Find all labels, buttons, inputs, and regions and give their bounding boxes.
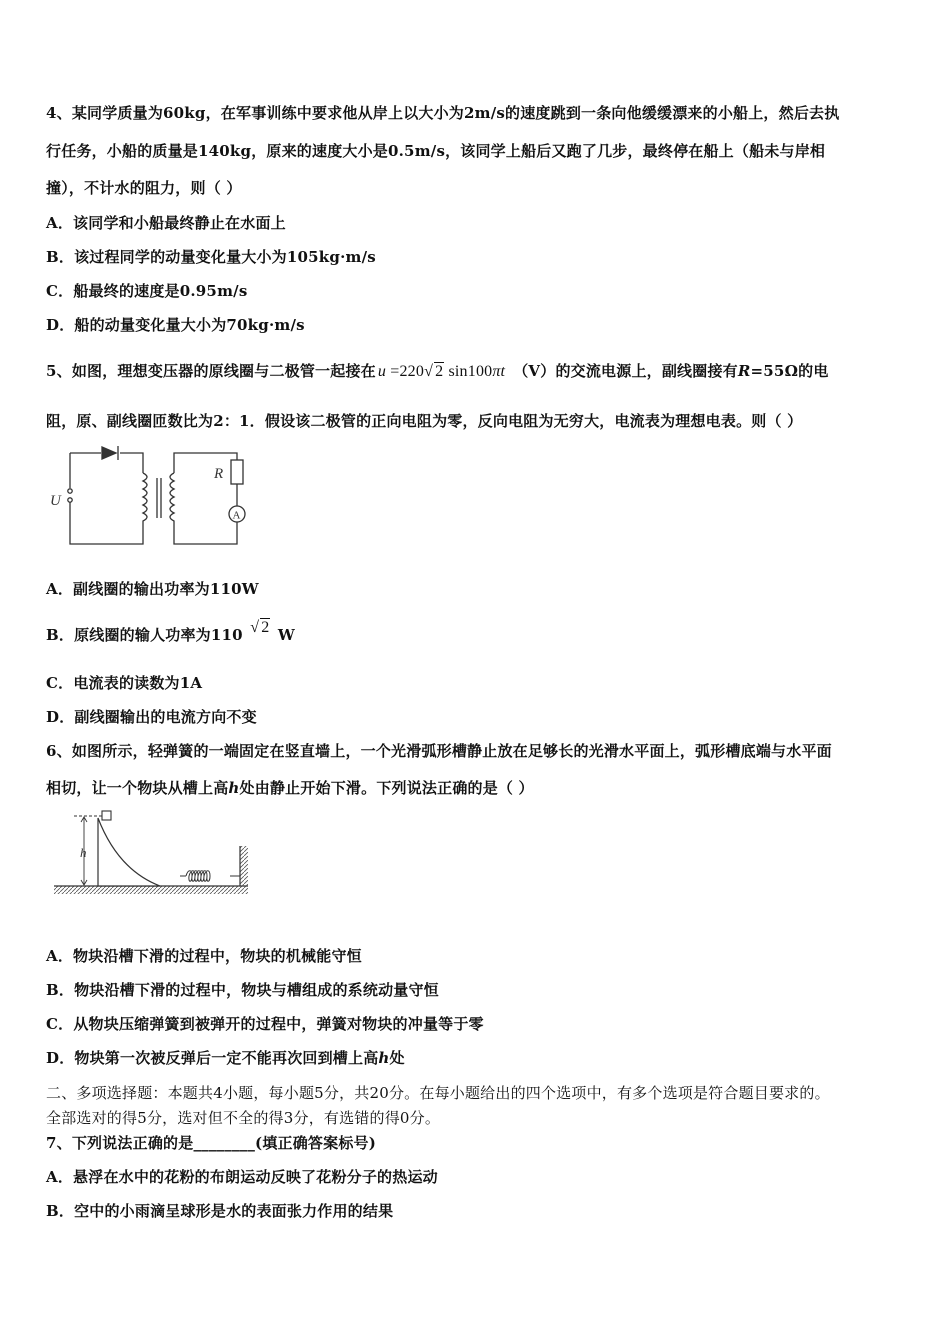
source-label-u: U bbox=[50, 493, 61, 509]
formula-eq: =220 bbox=[390, 363, 425, 380]
formula-sqrt-2: 2 bbox=[435, 363, 444, 380]
ammeter-label-a: A bbox=[232, 509, 241, 522]
q4-stem-line-1: 4、某同学质量为60kg，在军事训练中要求他从岸上以大小为2m/s的速度跳到一条向他缓缓漂来的小船上，然后去执 bbox=[46, 104, 840, 122]
q6-stem-text-pre: 相切，让一个物块从槽上高 bbox=[46, 779, 229, 797]
formula-u: u bbox=[377, 363, 387, 380]
q5-stem-line-1 bbox=[46, 360, 829, 381]
q7-stem: 7、下列说法正确的是________(填正确答案标号) bbox=[46, 1134, 377, 1152]
q4-option-d: D．船的动量变化量大小为70kg·m/s bbox=[46, 316, 305, 334]
q6-option-d-height: h bbox=[378, 1049, 390, 1067]
height-label-h: h bbox=[80, 845, 87, 860]
q6-option-d bbox=[46, 1047, 405, 1068]
q6-stem-line-2 bbox=[46, 777, 534, 798]
q6-option-d-text-post: 处 bbox=[389, 1049, 405, 1067]
q5-stem-line-2: 阻，原、副线圈匝数比为2：1．假设该二极管的正向电阻为零，反向电阻为无穷大，电流表为理想电表。则（ ） bbox=[46, 412, 803, 430]
q5-stem-text-pre: 5、如图，理想变压器的原线圈与二极管一起接在 bbox=[46, 362, 376, 380]
q6-option-a: A．物块沿槽下滑的过程中，物块的机械能守恒 bbox=[46, 947, 362, 965]
q6-option-c: C．从物块压缩弹簧到被弹开的过程中，弹簧对物块的冲量等于零 bbox=[46, 1015, 484, 1033]
q5-stem-text-end: =55Ω的电 bbox=[750, 362, 829, 380]
formula-sin: sin100 bbox=[448, 363, 493, 380]
q4-option-a: A．该同学和小船最终静止在水面上 bbox=[46, 214, 286, 232]
q6-height-symbol: h bbox=[228, 779, 240, 797]
q6-stem-line-1: 6、如图所示，轻弹簧的一端固定在竖直墙上，一个光滑弧形槽静止放在足够长的光滑水平面上，弧形槽底端与水平面 bbox=[46, 742, 832, 760]
q4-option-b: B．该过程同学的动量变化量大小为105kg·m/s bbox=[46, 248, 376, 266]
q5-option-a: A．副线圈的输出功率为110W bbox=[46, 580, 259, 598]
section2-heading-line-2: 全部选对的得5分，选对但不全的得3分，有选错的得0分。 bbox=[46, 1109, 441, 1127]
sqrt-2-value: 2 bbox=[261, 619, 270, 636]
q5-option-c: C．电流表的读数为1A bbox=[46, 674, 203, 692]
q4-stem-line-3: 撞），不计水的阻力，则（ ） bbox=[46, 179, 242, 197]
q4-option-c: C．船最终的速度是0.95m/s bbox=[46, 282, 248, 300]
spring-coil bbox=[186, 871, 210, 882]
q5-option-d: D．副线圈输出的电流方向不变 bbox=[46, 708, 257, 726]
q5-voltage-formula: u =220√ 2 sin100πt bbox=[377, 363, 506, 380]
resistor-label-r: R bbox=[214, 466, 224, 482]
q4-stem-line-2: 行任务，小船的质量是140kg，原来的速度大小是0.5m/s，该同学上船后又跑了几步，最终停在船上（船未与岸相 bbox=[46, 142, 826, 160]
q5-option-b bbox=[46, 619, 295, 645]
q6-option-d-text-pre: D．物块第一次被反弹后一定不能再次回到槽上高 bbox=[46, 1049, 379, 1067]
transformer-circuit-diagram bbox=[46, 438, 256, 553]
q5-stem-text-post: （V）的交流电源上，副线圈接有 bbox=[513, 362, 738, 380]
q7-option-b: B．空中的小雨滴呈球形是水的表面张力作用的结果 bbox=[46, 1202, 394, 1220]
q7-option-a: A．悬浮在水中的花粉的布朗运动反映了花粉分子的热运动 bbox=[46, 1168, 438, 1186]
q6-stem-text-post: 处由静止开始下滑。下列说法正确的是（ ） bbox=[239, 779, 534, 797]
q5-option-b-sqrt: √ 2 bbox=[250, 619, 270, 636]
section2-heading-line-1: 二、多项选择题：本题共4小题，每小题5分，共20分。在每小题给出的四个选项中，有多个选项是符合题目要求的。 bbox=[46, 1084, 830, 1102]
slope-spring-diagram bbox=[52, 808, 257, 900]
formula-pi-t: πt bbox=[492, 363, 506, 380]
q5-option-b-text: B．原线圈的输人功率为110 bbox=[46, 626, 249, 644]
q5-resistor-symbol: R bbox=[737, 362, 751, 380]
q6-option-b: B．物块沿槽下滑的过程中，物块与槽组成的系统动量守恒 bbox=[46, 981, 439, 999]
q5-option-b-unit: W bbox=[272, 626, 295, 644]
